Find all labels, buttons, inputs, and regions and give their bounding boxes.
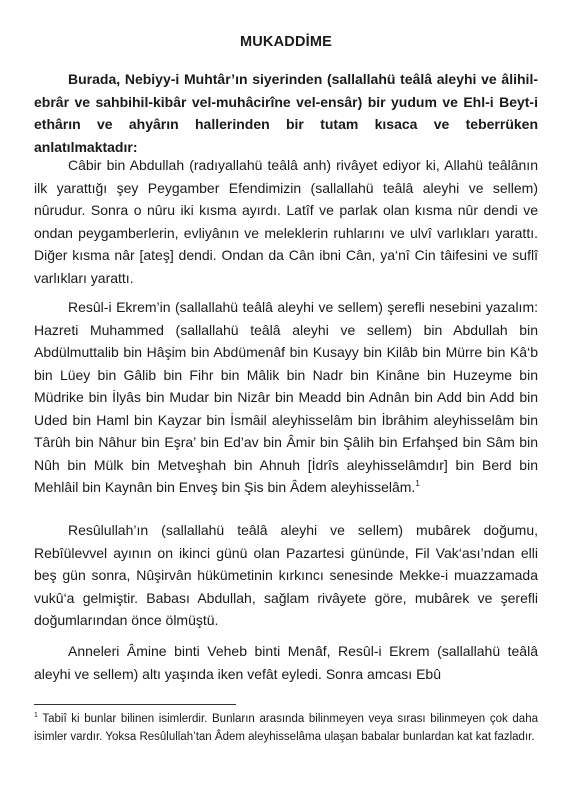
intro-paragraph: Burada, Nebiyy-i Muhtâr’ın siyerinden (sallallahü teâlâ aleyhi ve âlihil-ebrâr ve sahbihil-kibâr vel-muhâcirîne vel-ensâr) bir yudum ve Ehl-i Beyt-i ethârın ve ahyârın hallerinden bir tutam kısaca ve teberrüken anlatılmaktadır: xyxy=(34,71,538,155)
footnote-text: Tabiî ki bunlar bilinen isimlerdir. Bunların arasında bilinmeyen veya sırası bilinmeyen çok daha isimler vardır. Yoksa Resûlullah’tan Âdem aleyhisselâma ulaşan babalar bunlardan kat kat fazladır. xyxy=(34,713,538,743)
footnote-reference[interactable]: 1 xyxy=(415,479,420,488)
body-paragraph: Anneleri Âmine binti Veheb binti Menâf, Resûl-i Ekrem (sallallahü teâlâ aleyhi ve sellem) altı yaşında iken vefât eyledi. Sonra amcası Ebû xyxy=(34,643,538,682)
lineage-paragraph xyxy=(34,296,538,499)
footnote-divider xyxy=(34,704,236,705)
lineage-text: Resûl-i Ekrem’in (sallallahü teâlâ aleyhi ve sellem) şerefli nesebini yazalım: Hazreti Muhammed (sallallahü teâlâ aleyhi ve sellem) bin Abdullah bin Abdülmuttalib bin Hâşim bin Abdümenâf bin Kusayy bin Kilâb bin Mürre bin Kâ‘b bin Lüey bin Gâlib bin Fihr bin Mâlik bin Nadr bin Kinâne bin Huzeyme bin Müdrike bin İlyâs bin Mudar bin Nizâr bin Meadd bin Adnân bin Add bin Add bin Uded bin Haml bin Kayzar bin İsmâil aleyhisselâm bin İbrâhim aleyhisselâm bin Târûh bin Nâhur bin Eşra’ bin Ed’av bin Âmir bin Şâlih bin Erfahşed bin Sâm bin Nûh bin Mülk bin Metveşhah bin Ahnuh [İdrîs aleyhisselâmdır] bin Berd bin Mehlâil bin Kaynân bin Enveş bin Şis bin Âdem aleyhisselâm. xyxy=(34,299,538,495)
page-title: MUKADDİME xyxy=(239,34,332,50)
footnote xyxy=(34,710,538,746)
body-paragraph: Câbir bin Abdullah (radıyallahü teâlâ anh) rivâyet ediyor ki, Allahü teâlânın ilk yarattığı şey Peygamber Efendimizin (sallallahü teâlâ aleyhi ve sellem) nûrudur. Sonra o nûru iki kısma ayırdı. Latîf ve parlak olan kısma nûr dendi ve ondan peygamberlerin, evliyânın ve meleklerin ruhlarını ve ulvî varlıkları yarattı. Diğer kısma nâr [ateş] dendi. Ondan da Cân ibni Cân, ya‘nî Cin tâifesini ve suflî varlıkları yarattı. xyxy=(34,157,538,286)
footnote-marker: 1 xyxy=(34,712,38,719)
body-paragraph: Resûlullah’ın (sallallahü teâlâ aleyhi ve sellem) mubârek doğumu, Rebîülevvel ayının on ikinci günü olan Pazartesi gününde, Fil Vak‘ası’ndan elli beş gün sonra, Nûşirvân hükümetinin kırkıncı senesinde Mekke-i muazzamada vukû‘a gelmiştir. Babası Abdullah, sağlam rivâyete göre, mubârek ve şerefli doğumlarından önce ölmüştü. xyxy=(34,522,538,628)
